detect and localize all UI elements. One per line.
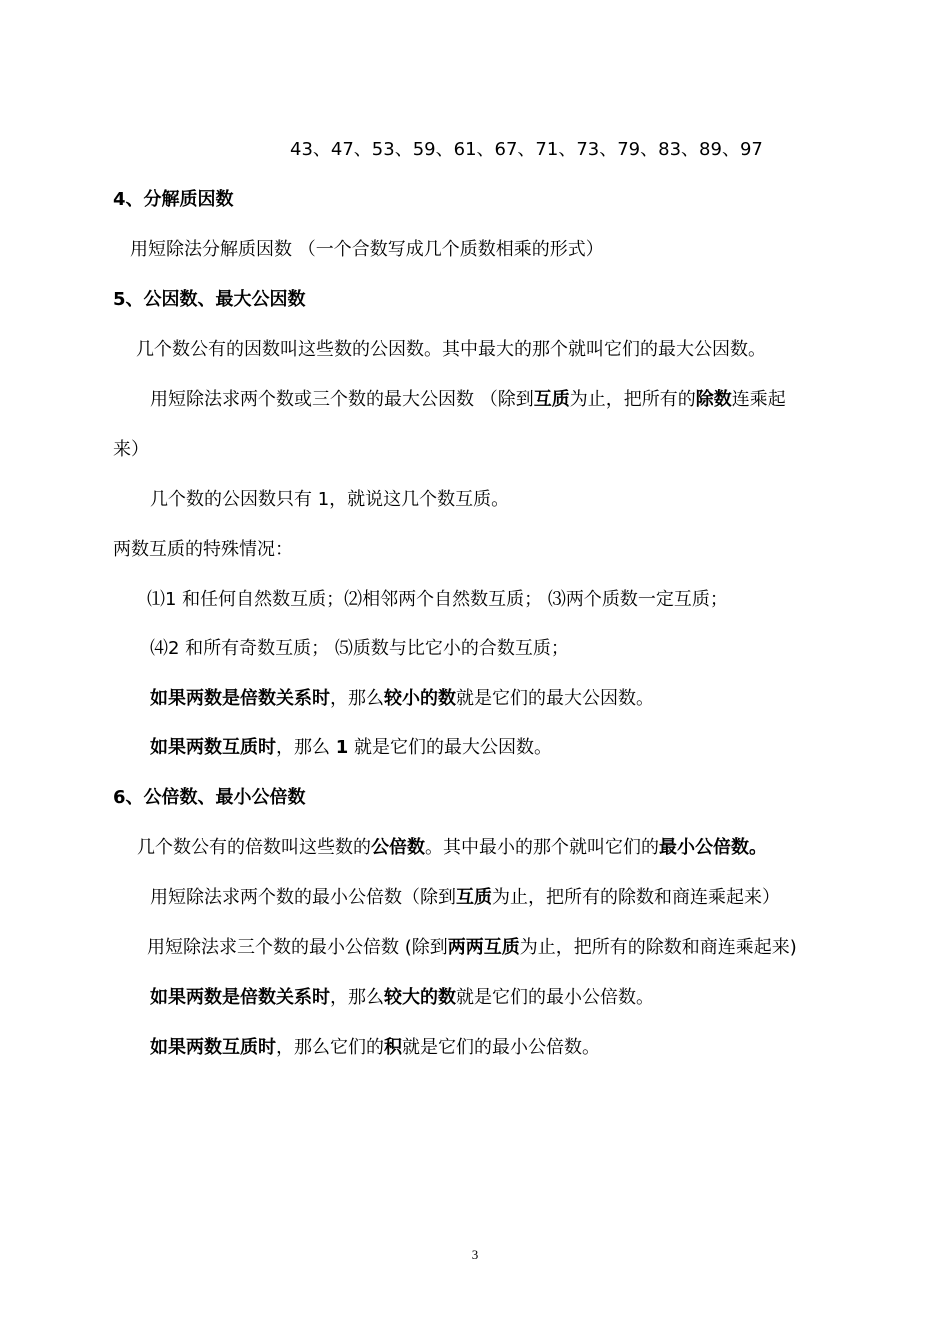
lcm-rule-multiple: 如果两数是倍数关系时，那么较大的数就是它们的最小公倍数。 xyxy=(150,987,654,1008)
section-5-method-cont: 来） xyxy=(113,439,149,460)
section-5-definition: 几个数公有的因数叫这些数的公因数。其中最大的那个就叫它们的最大公因数。 xyxy=(136,339,766,360)
special-cases-line-2: ⑷2 和所有奇数互质； ⑸质数与比它小的合数互质； xyxy=(150,638,569,659)
section-5-heading: 5、公因数、最大公因数 xyxy=(113,289,306,310)
section-6-heading: 6、公倍数、最小公倍数 xyxy=(113,787,306,808)
special-cases-line-1: ⑴1 和任何自然数互质；⑵相邻两个自然数互质； ⑶两个质数一定互质； xyxy=(147,589,728,610)
lcm-method-two: 用短除法求两个数的最小公倍数（除到互质为止，把所有的除数和商连乘起来） xyxy=(150,887,780,908)
section-6-definition: 几个数公有的倍数叫这些数的公倍数。其中最小的那个就叫它们的最小公倍数。 xyxy=(137,837,767,858)
section-5-method: 用短除法求两个数或三个数的最大公因数 （除到互质为止，把所有的除数连乘起 xyxy=(150,389,786,410)
gcd-rule-multiple: 如果两数是倍数关系时，那么较小的数就是它们的最大公因数。 xyxy=(150,688,654,709)
primes-line: 43、47、53、59、61、67、71、73、79、83、89、97 xyxy=(290,139,763,160)
section-4-heading: 4、分解质因数 xyxy=(113,189,234,210)
gcd-rule-coprime: 如果两数互质时，那么 1 就是它们的最大公因数。 xyxy=(150,737,552,758)
lcm-rule-coprime: 如果两数互质时，那么它们的积就是它们的最小公倍数。 xyxy=(150,1037,600,1058)
section-4-text: 用短除法分解质因数 （一个合数写成几个质数相乘的形式） xyxy=(130,239,604,260)
coprime-definition: 几个数的公因数只有 1，就说这几个数互质。 xyxy=(150,489,510,510)
special-cases-title: 两数互质的特殊情况： xyxy=(113,539,293,560)
lcm-method-three: 用短除法求三个数的最小公倍数 (除到两两互质为止，把所有的除数和商连乘起来) xyxy=(147,937,797,958)
page-number: 3 xyxy=(471,1247,479,1262)
